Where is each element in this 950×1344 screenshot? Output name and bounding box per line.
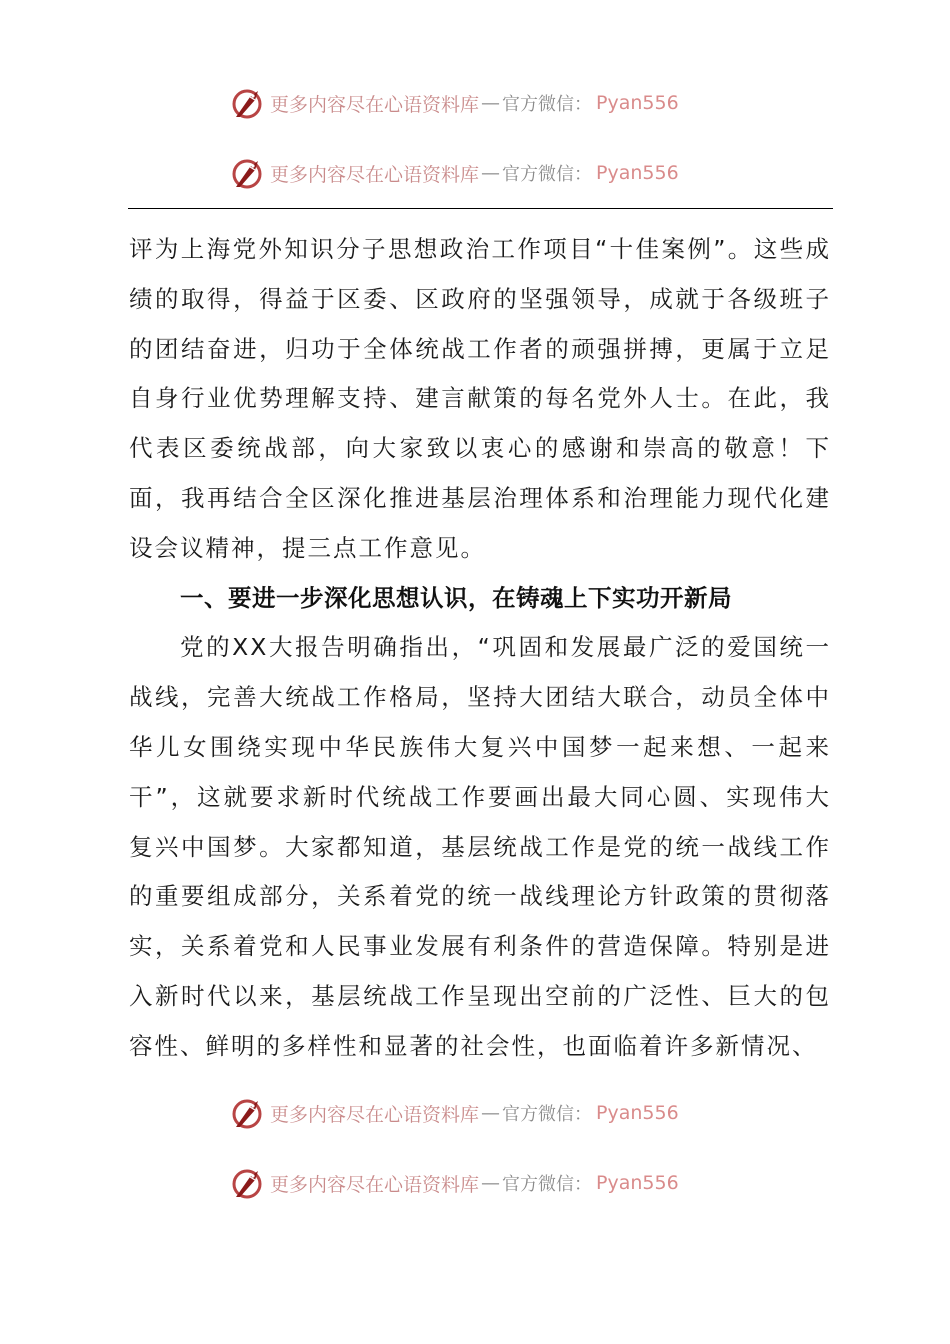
watermark-account: Pyan556 <box>596 1102 679 1124</box>
watermark-promo-text: 更多内容尽在心语资料库 <box>270 1103 480 1126</box>
pen-nib-logo-icon <box>228 83 268 123</box>
body-paragraph-1: 评为上海党外知识分子思想政治工作项目“十佳案例”。这些成绩的取得，得益于区委、区政府的坚强领导，成就于各级班子的团结奋进，归功于全体统战工作者的顽强拼搏，更属于立足自身行业优势理解支持、建言献策的每名党外人士。在此，我代表区委统战部，向大家致以衷心的感谢和崇高的敬意！下面，我再结合全区深化推进基层治理体系和治理能力现代化建设会议精神，提三点工作意见。 <box>129 235 831 562</box>
watermark-wechat-label: 官方微信： <box>502 164 593 185</box>
watermark-account: Pyan556 <box>596 1172 679 1194</box>
watermark-banner-top-2 <box>228 153 679 193</box>
header-divider <box>128 208 833 209</box>
watermark-account: Pyan556 <box>596 92 679 114</box>
watermark-promo-text: 更多内容尽在心语资料库 <box>270 93 480 116</box>
section-heading-1: 一、要进一步深化思想认识，在铸魂上下实功开新局 <box>180 583 732 612</box>
watermark-dash: — <box>481 1102 501 1124</box>
pen-nib-logo-icon <box>228 153 268 193</box>
watermark-wechat-label: 官方微信： <box>502 1174 593 1195</box>
pen-nib-logo-icon <box>228 1163 268 1203</box>
watermark-promo-text: 更多内容尽在心语资料库 <box>270 1173 480 1196</box>
watermark-promo-text: 更多内容尽在心语资料库 <box>270 163 480 186</box>
watermark-banner-bottom-1 <box>228 1093 679 1133</box>
watermark-wechat-label: 官方微信： <box>502 94 593 115</box>
watermark-wechat-label: 官方微信： <box>502 1104 593 1125</box>
body-paragraph-2: 党的XX大报告明确指出，“巩固和发展最广泛的爱国统一战线，完善大统战工作格局，坚持大团结大联合，动员全体中华儿女围绕实现中华民族伟大复兴中国梦一起来想、一起来干”，这就要求新时代统战工作要画出最大同心圆、实现伟大复兴中国梦。大家都知道，基层统战工作是党的统一战线工作的重要组成部分，关系着党的统一战线理论方针政策的贯彻落实，关系着党和人民事业发展有利条件的营造保障。特别是进入新时代以来，基层统战工作呈现出空前的广泛性、巨大的包容性、鲜明的多样性和显著的社会性，也面临着许多新情况、 <box>129 633 831 1060</box>
watermark-banner-bottom-2 <box>228 1163 679 1203</box>
watermark-account: Pyan556 <box>596 162 679 184</box>
watermark-dash: — <box>481 162 501 184</box>
pen-nib-logo-icon <box>228 1093 268 1133</box>
watermark-dash: — <box>481 92 501 114</box>
document-body <box>129 225 831 1072</box>
watermark-dash: — <box>481 1172 501 1194</box>
watermark-banner-top-1 <box>228 83 679 123</box>
